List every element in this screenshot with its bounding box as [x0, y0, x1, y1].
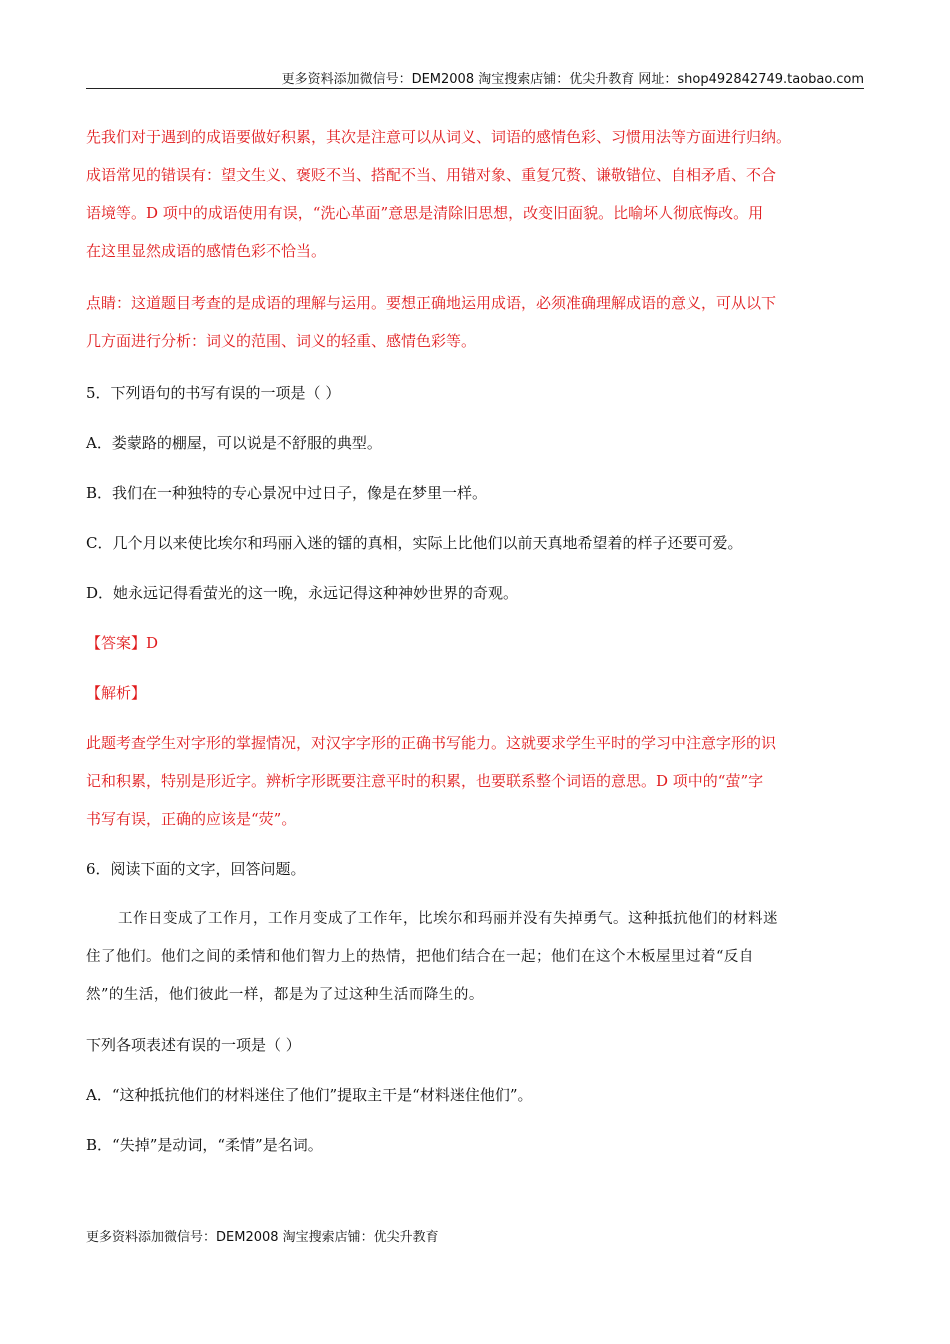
analysis-line: 成语常见的错误有：望文生义、褒贬不当、搭配不当、用错对象、重复冗赘、谦敬错位、自相矛盾、不合 [86, 166, 777, 184]
q5-stem: 5．下列语句的书写有误的一项是（ ） [86, 384, 341, 402]
passage-line: 住了他们。他们之间的柔情和他们智力上的热情，把他们结合在一起；他们在这个木板屋里过着“反自 [86, 949, 754, 965]
page-header [86, 64, 864, 89]
passage-line: 工作日变成了工作月，工作月变成了工作年，比埃尔和玛丽并没有失掉勇气。这种抵抗他们的材料迷 [118, 911, 778, 927]
q6-option-a: A．“这种抵抗他们的材料迷住了他们”提取主干是“材料迷住他们”。 [86, 1086, 533, 1104]
header-text: 更多资料添加微信号：DEM2008 淘宝搜索店铺：优尖升教育 网址：shop492842749.taobao.com [281, 72, 864, 87]
q6-question: 下列各项表述有误的一项是（ ） [86, 1036, 301, 1054]
question-5 [86, 374, 864, 838]
passage-line: 然”的生活，他们彼此一样，都是为了过这种生活而降生的。 [86, 987, 484, 1003]
previous-analysis [86, 118, 864, 270]
q5-analysis-line: 此题考查学生对字形的掌握情况，对汉字字形的正确书写能力。这就要求学生平时的学习中注意字形的识 [86, 734, 777, 752]
q5-analysis-line: 记和积累，特别是形近字。辨析字形既要注意平时的积累，也要联系整个词语的意思。D 项中的“萤”字 [86, 772, 764, 790]
q5-analysis-line: 书写有误，正确的应该是“荧”。 [86, 810, 297, 828]
q5-option-a: A．娄蒙路的棚屋，可以说是不舒服的典型。 [86, 434, 382, 452]
tip-line: 几方面进行分析：词义的范围、词义的轻重、感情色彩等。 [86, 332, 477, 350]
q6-passage [86, 900, 864, 1014]
page-footer: 更多资料添加微信号：DEM2008 淘宝搜索店铺：优尖升教育 [86, 1230, 439, 1245]
tip-line: 点睛：这道题目考查的是成语的理解与运用。要想正确地运用成语，必须准确理解成语的意义，可从以下 [86, 294, 777, 312]
q6-option-b: B．“失掉”是动词，“柔情”是名词。 [86, 1136, 323, 1154]
analysis-line: 语境等。D 项中的成语使用有误，“洗心革面”意思是清除旧思想，改变旧面貌。比喻坏人彻底悔改。用 [86, 204, 764, 222]
q5-option-c: C．几个月以来使比埃尔和玛丽入迷的镭的真相，实际上比他们以前天真地希望着的样子还要可爱。 [86, 534, 743, 552]
q5-analysis-label: 【解析】 [86, 684, 147, 702]
analysis-line: 先我们对于遇到的成语要做好积累，其次是注意可以从词义、词语的感情色彩、习惯用法等方面进行归纳。 [86, 128, 792, 146]
q5-answer: 【答案】D [86, 634, 159, 652]
q6-stem: 6．阅读下面的文字，回答问题。 [86, 860, 306, 878]
tip-block [86, 284, 864, 360]
page-content [86, 118, 864, 1164]
q5-option-b: B．我们在一种独特的专心景况中过日子，像是在梦里一样。 [86, 484, 488, 502]
q5-option-d: D．她永远记得看萤光的这一晚，永远记得这种神妙世界的奇观。 [86, 584, 519, 602]
analysis-line: 在这里显然成语的感情色彩不恰当。 [86, 242, 327, 260]
question-6 [86, 850, 864, 1164]
